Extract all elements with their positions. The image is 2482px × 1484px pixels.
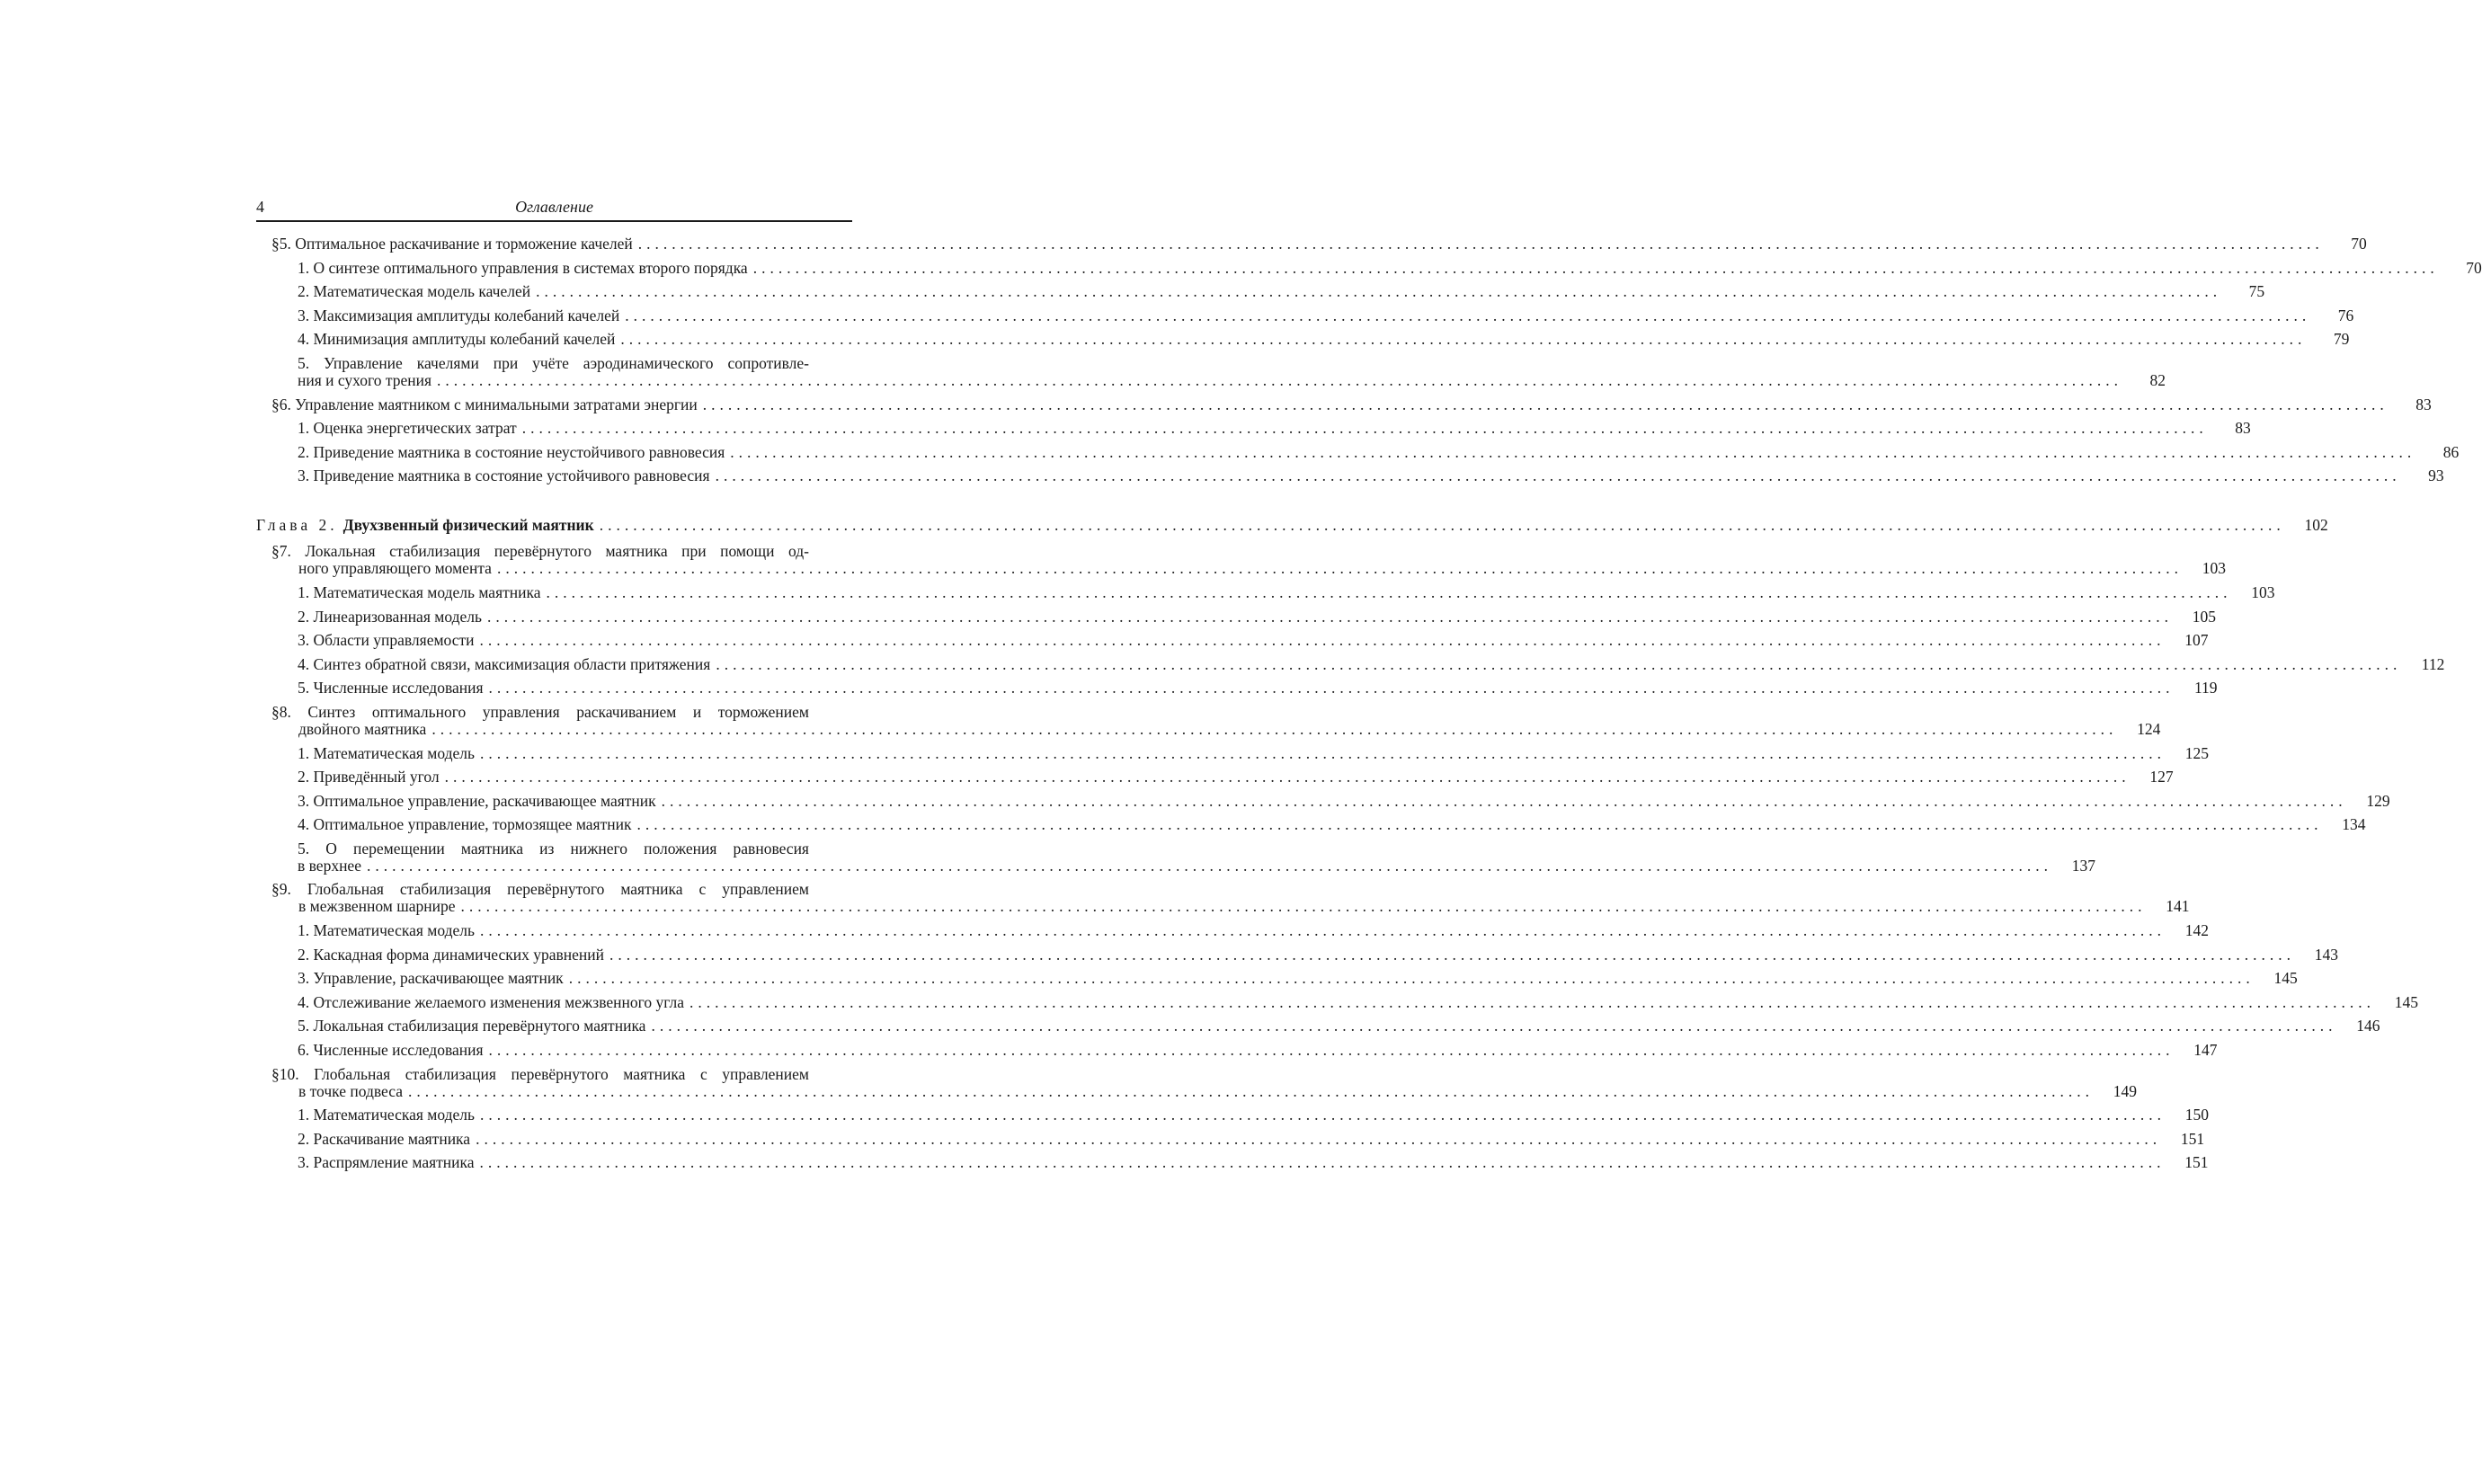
dot-leader: ........................................................................................................................................................................................................	[536, 282, 2222, 301]
entry-title: 4. Минимизация амплитуды колебаний качелей	[298, 330, 616, 349]
dot-leader: ........................................................................................................................................................................................................	[716, 654, 2402, 673]
toc-line	[298, 969, 2298, 988]
dot-leader: ........................................................................................................................................................................................................	[486, 607, 2173, 626]
entry-page: 119	[2193, 679, 2218, 698]
entry-title: 2. Приведение маятника в состояние неустойчивого равновесия	[298, 442, 725, 461]
entry-title-first-line: §10. Глобальная стабилизация перевёрнутого маятника с управлением	[271, 1064, 809, 1083]
toc-section	[256, 702, 2161, 738]
entry-page: 83	[2415, 395, 2432, 413]
entry-title: 4. Оптимальное управление, тормозящее маятник	[298, 815, 632, 834]
entry-title: 3. Максимизация амплитуды колебаний качелей	[298, 306, 620, 324]
toc-line	[298, 370, 2166, 389]
toc-subsection	[256, 282, 2265, 301]
toc-subsection	[256, 1041, 2218, 1060]
entry-title: в верхнее	[298, 856, 361, 875]
toc-subsection	[256, 1129, 2205, 1148]
toc-line	[298, 1129, 2205, 1148]
dot-leader: ........................................................................................................................................................................................................	[437, 370, 2123, 389]
entry-page: 151	[2180, 1129, 2205, 1148]
entry-page: 149	[2113, 1081, 2137, 1100]
toc-line	[298, 1153, 2209, 1172]
entry-title: 3. Управление, раскачивающее маятник	[298, 969, 564, 988]
toc-line	[298, 679, 2218, 698]
entry-page: 112	[2421, 654, 2445, 673]
toc-line	[298, 607, 2216, 626]
dot-leader: ........................................................................................................................................................................................................	[408, 1081, 2094, 1100]
dot-leader: ........................................................................................................................................................................................................	[444, 768, 2131, 786]
chapter-label: Глава 2.	[256, 516, 338, 535]
entry-page: 83	[2235, 419, 2251, 438]
entry-page: 143	[2314, 945, 2338, 964]
toc-subsection	[256, 419, 2251, 438]
dot-leader: ........................................................................................................................................................................................................	[637, 235, 2324, 253]
dot-leader: ........................................................................................................................................................................................................	[568, 969, 2255, 988]
toc-subsection	[256, 969, 2298, 988]
toc-line	[298, 467, 2444, 485]
toc-section	[256, 542, 2226, 578]
toc-line	[298, 743, 2209, 762]
dot-leader: ........................................................................................................................................................................................................	[546, 582, 2232, 601]
entry-page: 145	[2394, 992, 2419, 1011]
toc-line	[298, 1041, 2218, 1060]
toc-subsection	[256, 815, 2366, 834]
entry-page: 102	[2304, 516, 2328, 535]
dot-leader: ........................................................................................................................................................................................................	[476, 1129, 2162, 1148]
entry-page: 103	[2251, 582, 2275, 601]
toc-subsection	[256, 442, 2460, 461]
entry-title: §6. Управление маятником с минимальными затратами энергии	[271, 395, 698, 413]
toc-line	[298, 791, 2390, 810]
entry-title: 1. Математическая модель	[298, 743, 475, 762]
toc-line	[298, 582, 2275, 601]
toc-subsection	[256, 743, 2209, 762]
chapter-heading	[256, 516, 2328, 535]
toc-section	[256, 235, 2367, 253]
toc-line	[298, 654, 2445, 673]
toc-line	[298, 768, 2174, 786]
toc-line	[298, 1017, 2380, 1035]
dot-leader: ........................................................................................................................................................................................................	[366, 856, 2052, 875]
toc-line	[298, 856, 2095, 875]
entry-title-first-line: §8. Синтез оптимального управления раскачиванием и торможением	[271, 702, 809, 721]
chapter-label-wrap	[256, 517, 594, 534]
table-of-contents	[256, 235, 2482, 1178]
dot-leader: ........................................................................................................................................................................................................	[730, 442, 2416, 461]
dot-leader: ........................................................................................................................................................................................................	[479, 631, 2166, 650]
dot-leader: ........................................................................................................................................................................................................	[715, 467, 2401, 485]
toc-line	[298, 992, 2419, 1011]
entry-page: 82	[2149, 370, 2166, 389]
dot-leader: ........................................................................................................................................................................................................	[521, 419, 2208, 438]
entry-page: 147	[2193, 1041, 2218, 1060]
toc-subsection	[256, 353, 2166, 389]
toc-subsection	[256, 679, 2218, 698]
toc-line	[298, 945, 2338, 964]
entry-title: 2. Раскачивание маятника	[298, 1129, 471, 1148]
toc-section	[256, 395, 2432, 413]
entry-title: 2. Линеаризованная модель	[298, 607, 482, 626]
entry-page: 142	[2184, 921, 2209, 940]
entry-title-first-line: §7. Локальная стабилизация перевёрнутого маятника при помощи од-	[271, 542, 809, 561]
entry-page: 141	[2166, 897, 2190, 916]
toc-subsection	[256, 330, 2350, 349]
entry-page: 125	[2184, 743, 2209, 762]
entry-title: 1. Математическая модель	[298, 921, 475, 940]
entry-page: 134	[2342, 815, 2366, 834]
entry-title: 2. Математическая модель качелей	[298, 282, 531, 301]
entry-page: 107	[2184, 631, 2209, 650]
toc-section	[256, 880, 2190, 916]
entry-page: 103	[2202, 559, 2226, 578]
entry-title: ного управляющего момента	[298, 559, 492, 578]
entry-page: 93	[2428, 467, 2444, 485]
toc-subsection	[256, 1017, 2380, 1035]
entry-page: 146	[2356, 1017, 2380, 1035]
toc-line	[298, 442, 2460, 461]
entry-title: в межзвенном шарнире	[298, 897, 456, 916]
toc-line	[298, 258, 2482, 277]
dot-leader: ........................................................................................................................................................................................................	[609, 945, 2295, 964]
toc-line	[298, 921, 2209, 940]
entry-title-first-line: 5. О перемещении маятника из нижнего положения равновесия	[298, 839, 809, 858]
toc-subsection	[256, 1153, 2209, 1172]
entry-title: §5. Оптимальное раскачивание и торможение качелей	[271, 235, 633, 253]
toc-subsection	[256, 467, 2444, 485]
chapter-title: Двухзвенный физический маятник	[342, 516, 594, 535]
toc-subsection	[256, 791, 2390, 810]
dot-leader: ........................................................................................................................................................................................................	[620, 330, 2307, 349]
entry-title-first-line: 5. Управление качелями при учёте аэродинамического сопротивле-	[298, 353, 809, 372]
toc-line	[271, 1081, 2137, 1100]
entry-title: 4. Отслеживание желаемого изменения межзвенного угла	[298, 992, 685, 1011]
entry-title: 3. Приведение маятника в состояние устойчивого равновесия	[298, 467, 710, 485]
toc-subsection	[256, 631, 2209, 650]
dot-leader: ........................................................................................................................................................................................................	[636, 815, 2323, 834]
toc-line	[298, 306, 2354, 324]
toc-line	[271, 559, 2226, 578]
entry-title: ния и сухого трения	[298, 370, 432, 389]
toc-subsection	[256, 258, 2482, 277]
dot-leader: ........................................................................................................................................................................................................	[689, 992, 2376, 1011]
toc-subsection	[256, 654, 2445, 673]
toc-line	[271, 235, 2367, 253]
entry-title: 1. Математическая модель	[298, 1106, 475, 1124]
entry-page: 79	[2333, 330, 2350, 349]
toc-line	[298, 1106, 2209, 1124]
toc-line	[298, 330, 2350, 349]
entry-title: 6. Численные исследования	[298, 1041, 484, 1060]
entry-page: 129	[2366, 791, 2390, 810]
entry-title: 2. Каскадная форма динамических уравнений	[298, 945, 604, 964]
toc-subsection	[256, 768, 2174, 786]
entry-title-first-line: §9. Глобальная стабилизация перевёрнутого маятника с управлением	[271, 880, 809, 899]
dot-leader: ........................................................................................................................................................................................................	[661, 791, 2347, 810]
entry-title: 3. Распрямление маятника	[298, 1153, 475, 1172]
toc-line	[298, 815, 2366, 834]
entry-title: 5. Локальная стабилизация перевёрнутого маятника	[298, 1017, 646, 1035]
entry-title: 4. Синтез обратной связи, максимизация области притяжения	[298, 654, 711, 673]
entry-title: 1. Оценка энергетических затрат	[298, 419, 517, 438]
toc-line	[298, 631, 2209, 650]
toc-subsection	[256, 992, 2419, 1011]
toc-line	[298, 282, 2265, 301]
entry-title: 1. О синтезе оптимального управления в системах второго порядка	[298, 258, 748, 277]
toc-subsection	[256, 945, 2338, 964]
toc-subsection	[256, 1106, 2209, 1124]
entry-page: 70	[2466, 258, 2482, 277]
dot-leader: ........................................................................................................................................................................................................	[460, 897, 2147, 916]
entry-page: 105	[2192, 607, 2216, 626]
running-title: Оглавление	[515, 198, 593, 216]
dot-leader: ........................................................................................................................................................................................................	[752, 258, 2439, 277]
entry-page: 124	[2137, 719, 2161, 738]
dot-leader: ........................................................................................................................................................................................................	[496, 559, 2183, 578]
page-number: 4	[256, 198, 264, 216]
dot-leader: ........................................................................................................................................................................................................	[488, 1041, 2175, 1060]
entry-title: 3. Оптимальное управление, раскачивающее маятник	[298, 791, 656, 810]
entry-title: 2. Приведённый угол	[298, 768, 440, 786]
toc-subsection	[256, 607, 2216, 626]
dot-leader: ........................................................................................................................................................................................................	[599, 516, 2285, 535]
toc-subsection	[256, 306, 2354, 324]
entry-page: 150	[2184, 1106, 2209, 1124]
dot-leader: ........................................................................................................................................................................................................	[479, 743, 2166, 762]
dot-leader: ........................................................................................................................................................................................................	[625, 306, 2311, 324]
toc-subsection	[256, 839, 2095, 875]
entry-page: 86	[2442, 442, 2460, 461]
entry-page: 137	[2071, 856, 2095, 875]
toc-line	[298, 419, 2251, 438]
entry-title: в точке подвеса	[298, 1081, 403, 1100]
dot-leader: ........................................................................................................................................................................................................	[702, 395, 2389, 413]
toc-line	[271, 395, 2432, 413]
dot-leader: ........................................................................................................................................................................................................	[479, 1106, 2166, 1124]
entry-title: двойного маятника	[298, 719, 427, 738]
toc-line	[271, 719, 2161, 738]
dot-leader: ........................................................................................................................................................................................................	[431, 719, 2118, 738]
entry-page: 127	[2149, 768, 2174, 786]
toc-subsection	[256, 921, 2209, 940]
page-header	[256, 193, 852, 222]
entry-page: 76	[2337, 306, 2354, 324]
entry-page: 75	[2248, 282, 2265, 301]
entry-title: 5. Численные исследования	[298, 679, 484, 698]
toc-section	[256, 1064, 2137, 1100]
dot-leader: ........................................................................................................................................................................................................	[479, 921, 2166, 940]
toc-line	[271, 897, 2190, 916]
dot-leader: ........................................................................................................................................................................................................	[488, 679, 2175, 698]
toc-subsection	[256, 582, 2275, 601]
entry-title: 3. Области управляемости	[298, 631, 475, 650]
dot-leader: ........................................................................................................................................................................................................	[651, 1017, 2337, 1035]
entry-title: 1. Математическая модель маятника	[298, 582, 541, 601]
entry-page: 151	[2184, 1153, 2209, 1172]
entry-page: 145	[2273, 969, 2298, 988]
entry-page: 70	[2351, 235, 2367, 253]
toc-line	[256, 516, 2328, 535]
dot-leader: ........................................................................................................................................................................................................	[479, 1153, 2166, 1172]
